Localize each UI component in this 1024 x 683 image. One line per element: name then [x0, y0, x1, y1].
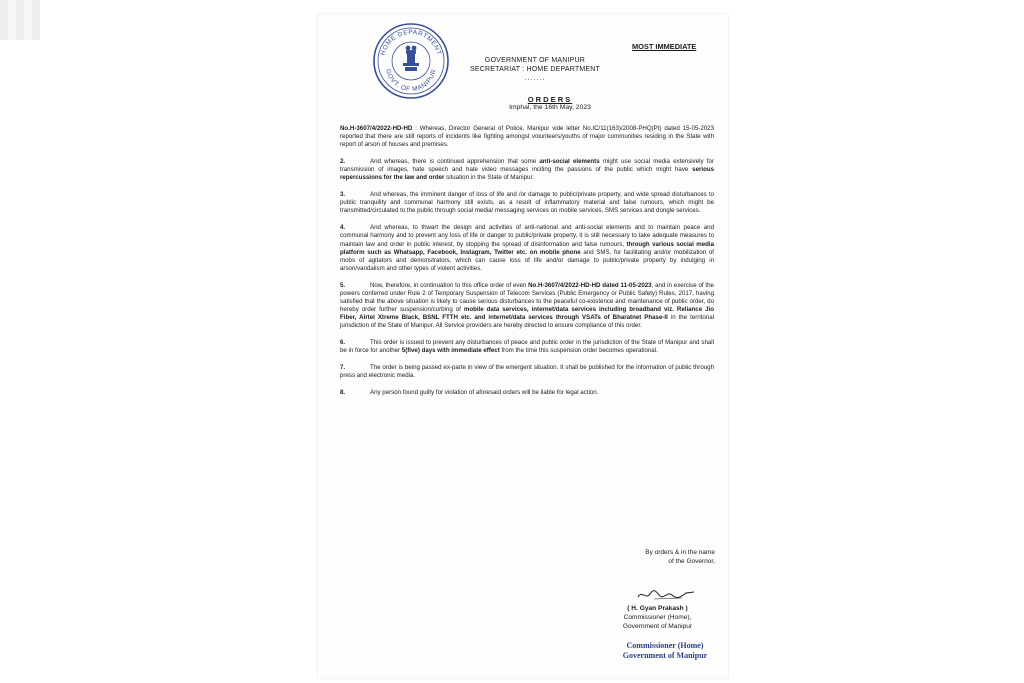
order-body	[340, 125, 714, 406]
seal-top-text: HOME DEPARTMENT	[379, 28, 443, 57]
paragraph-2: 2. And whereas, there is continued apprehension that some anti-social elements might use social media extensively for transmission of images, hate speech and hate video messages inciting the passions of the public which might have serious repercussions for the law and order situation in the State of Manipur.	[340, 158, 715, 182]
official-stamp	[610, 641, 720, 661]
stamp-line-2: Government of Manipur	[622, 651, 708, 660]
closing-line-2: of the Governor,	[668, 558, 715, 565]
header-separator: .......	[524, 75, 546, 82]
paragraph-7: 7. The order is being passed ex-parte in view of the emergent situation. It shall be published for the information of public through press and electronic media.	[340, 364, 714, 380]
handwritten-signature	[636, 586, 696, 602]
officer-name: ( H. Gyan Prakash )	[627, 605, 688, 612]
blurred-corner	[0, 0, 40, 40]
stamp-line-1: Commissioner (Home)	[626, 641, 704, 650]
orders-date: Imphal, the 16th May, 2023	[509, 104, 591, 111]
order-reference: No.H-3607/4/2022-HD-HD	[340, 125, 413, 132]
paragraph-1: No.H-3607/4/2022-HD-HD : Whereas, Director General of Police, Manipur vide letter No.IC/11(163)/2008-PHQ(Pt) dated 15-05-2023 reported that there are still reports of incidents like fighting amongst volunteers/youths of major communities residing in the State with report of arson of houses and premises.	[340, 125, 714, 149]
paragraph-8: 8. Any person found guilty for violation of aforesaid orders will be liable for legal action.	[340, 389, 599, 397]
org-line-1: GOVERNMENT OF MANIPUR	[484, 57, 586, 64]
letterhead	[455, 56, 615, 83]
officer-designation: Commissioner (Home),	[623, 614, 692, 621]
paragraph-3: 3. And whereas, the imminent danger of loss of life and /or damage to public/private property, and wide spread disturbances to public tranquility and communal harmony still exists, as a result of inflammatory material and false rumours, which might be transmitted/circulated to the public through social media/ messaging services on mobile services, SMS services and dongle services.	[340, 191, 714, 215]
paragraph-4: 4. And whereas, to thwart the design and activities of anti-national and anti-social elements and to maintain peace and communal harmony and to prevent any loss of life or danger to public/private property, it is still necessary to take adequate measures to maintain law and order in public interest, by stopping the spread of disinformation and false rumours, through various social media platform such as Whatsapp, Facebook, Instagram, Twitter etc. on mobile phone and SMS, for facilitating and/or mobilization of mobs of agitators and demonstrators, which can cause loss of life and/or damage to public/private property by indulging in arson/vandalism and other types of violent activities.	[340, 224, 714, 272]
svg-text:GOVT. OF MANIPUR	[384, 68, 438, 93]
paragraph-6: 6. This order is issued to prevent any disturbances of peace and public order in the jurisdiction of the State of Manipur and shall be in force for another 5(five) days with immediate effect from the time this suspension order becomes operational.	[340, 338, 714, 355]
department-seal	[372, 22, 450, 100]
paragraph-5: 5. Now, therefore, in continuation to this office order of even No.H-3607/4/2022-HD-HD dated 11-05-2023, and in exercise of the powers conferred under Rule 2 of Temporary Suspension of Telecom Services (Public Emergency or Public Safety) Rules, 2017, having satisfied that the above situation is likely to cause serious disturbances to the peaceful co-existence and maintenance of public order, do hereby order further suspension/curbing of mobile data services, internet/data services including broadband viz. Reliance Jio Fiber, Airtel Xtreme Black, BSNL FTTH etc. and internet/data services through VSATs of Bharatnet Phase-II in the territorial jurisdiction of the State of Manipur. All Service providers are hereby directed to ensure compliance of this order.	[340, 281, 715, 329]
closing-line-1: By orders & in the name	[645, 549, 715, 556]
officer-org: Government of Manipur	[622, 623, 693, 630]
org-line-2: SECRETARIAT : HOME DEPARTMENT	[470, 66, 600, 73]
officer-block	[600, 604, 715, 631]
emblem-icon	[403, 46, 419, 71]
closing-block	[580, 548, 715, 566]
seal-bottom-text: GOVT. OF MANIPUR	[384, 68, 438, 94]
priority-label: MOST IMMEDIATE	[632, 42, 697, 51]
orders-heading: ORDERS	[527, 95, 573, 104]
